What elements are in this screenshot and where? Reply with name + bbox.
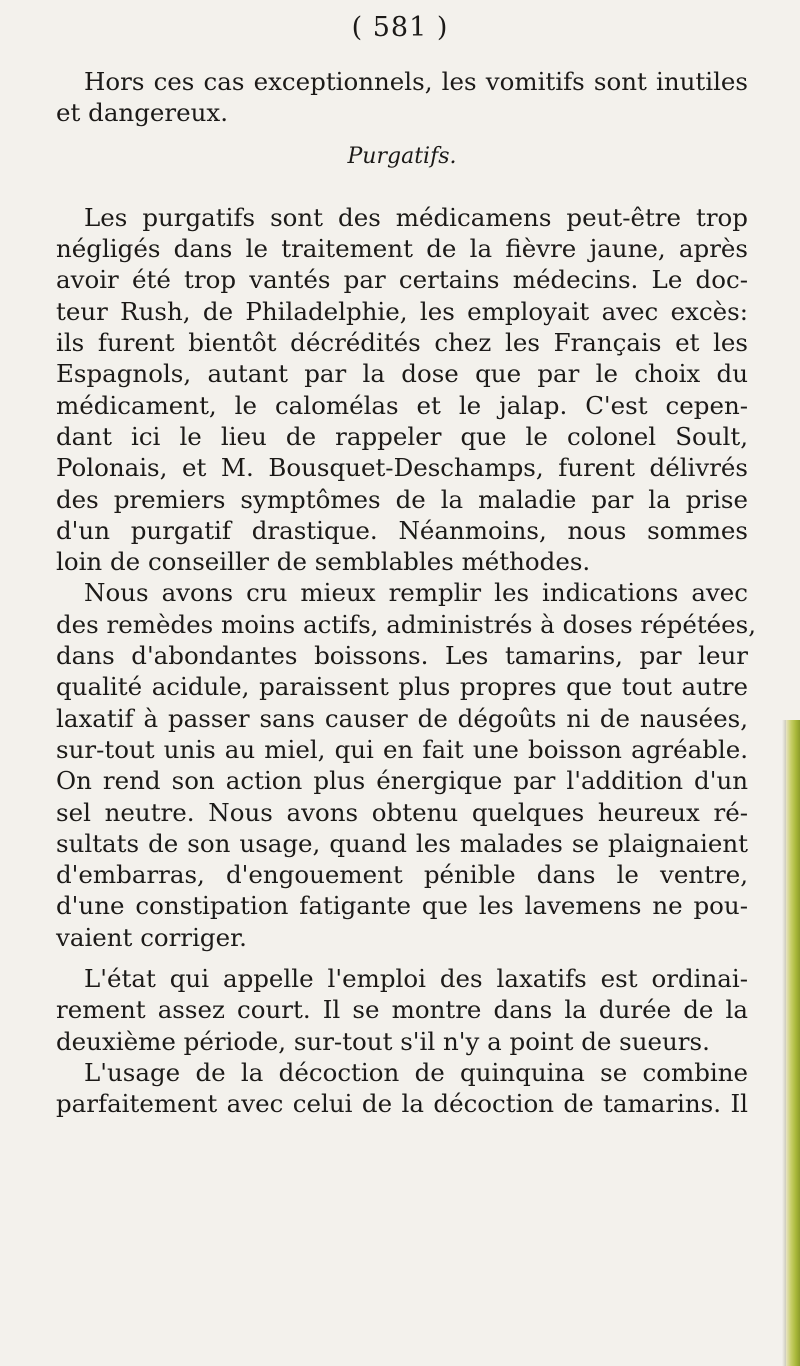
intro-paragraph bbox=[56, 66, 748, 129]
page-number: ( 581 ) bbox=[351, 12, 449, 43]
text-line: d'un purgatif drastique. Néanmoins, nous sommes bbox=[56, 515, 748, 545]
text-line: sur-tout unis au miel, qui en fait une boisson agréable. bbox=[56, 734, 748, 764]
text-line: avoir été trop vantés par certains médecins. Le doc- bbox=[56, 265, 748, 295]
text-line: et dangereux. bbox=[56, 98, 228, 128]
text-line: rement assez court. Il se montre dans la durée de la bbox=[56, 995, 748, 1025]
text-line: sultats de son usage, quand les malades se plaignaient bbox=[56, 828, 748, 858]
text-line: sel neutre. Nous avons obtenu quelques heureux ré- bbox=[56, 797, 748, 827]
text-line: Les purgatifs sont des médicamens peut-être trop bbox=[84, 202, 748, 232]
text-line: dant ici le lieu de rappeler que le colonel Soult, bbox=[56, 421, 748, 451]
body-text bbox=[56, 66, 757, 1120]
text-line: dans d'abondantes boissons. Les tamarins, par leur bbox=[56, 641, 748, 671]
text-line: laxatif à passer sans causer de dégoûts ni de nausées, bbox=[56, 703, 748, 733]
text-line: Polonais, et M. Bousquet-Deschamps, furent délivrés bbox=[56, 453, 748, 483]
paragraph-etat bbox=[56, 963, 748, 1057]
text-line: d'embarras, d'engouement pénible dans le ventre, bbox=[56, 860, 748, 890]
section-heading: Purgatifs. bbox=[347, 143, 457, 169]
paragraph-gap bbox=[56, 953, 748, 963]
text-line: deuxième période, sur-tout s'il n'y a point de sueurs. bbox=[56, 1026, 710, 1056]
text-line: vaient corriger. bbox=[56, 922, 247, 952]
text-line: qualité acidule, paraissent plus propres que tout autre bbox=[56, 672, 748, 702]
paragraph-purgatifs bbox=[56, 202, 748, 578]
page-edge-strip bbox=[786, 720, 800, 1366]
text-line: négligés dans le traitement de la fièvre jaune, après bbox=[56, 234, 748, 264]
text-line: Espagnols, autant par la dose que par le choix du bbox=[56, 359, 748, 389]
text-line: ils furent bientôt décrédités chez les Français et les bbox=[56, 328, 748, 358]
text-line: parfaitement avec celui de la décoction de tamarins. Il bbox=[56, 1089, 748, 1119]
text-line: d'une constipation fatigante que les lavemens ne pou- bbox=[56, 891, 748, 921]
text-line: Nous avons cru mieux remplir les indications avec bbox=[84, 578, 748, 608]
text-line: teur Rush, de Philadelphie, les employait avec excès: bbox=[56, 296, 748, 326]
paragraph-quinquina bbox=[56, 1057, 748, 1120]
text-line: des remèdes moins actifs, administrés à doses répétées, bbox=[56, 609, 757, 639]
text-line: loin de conseiller de semblables méthodes. bbox=[56, 547, 591, 577]
text-line: On rend son action plus énergique par l'addition d'un bbox=[56, 766, 748, 796]
text-line: des premiers symptômes de la maladie par la prise bbox=[56, 484, 748, 514]
text-line: Hors ces cas exceptionnels, les vomitifs sont inutiles bbox=[84, 67, 748, 96]
text-line: L'état qui appelle l'emploi des laxatifs est ordinai- bbox=[84, 964, 748, 994]
paragraph-remedes bbox=[56, 577, 757, 953]
text-line: médicament, le calomélas et le jalap. C'est cepen- bbox=[56, 390, 748, 420]
text-line: L'usage de la décoction de quinquina se combine bbox=[84, 1057, 748, 1087]
